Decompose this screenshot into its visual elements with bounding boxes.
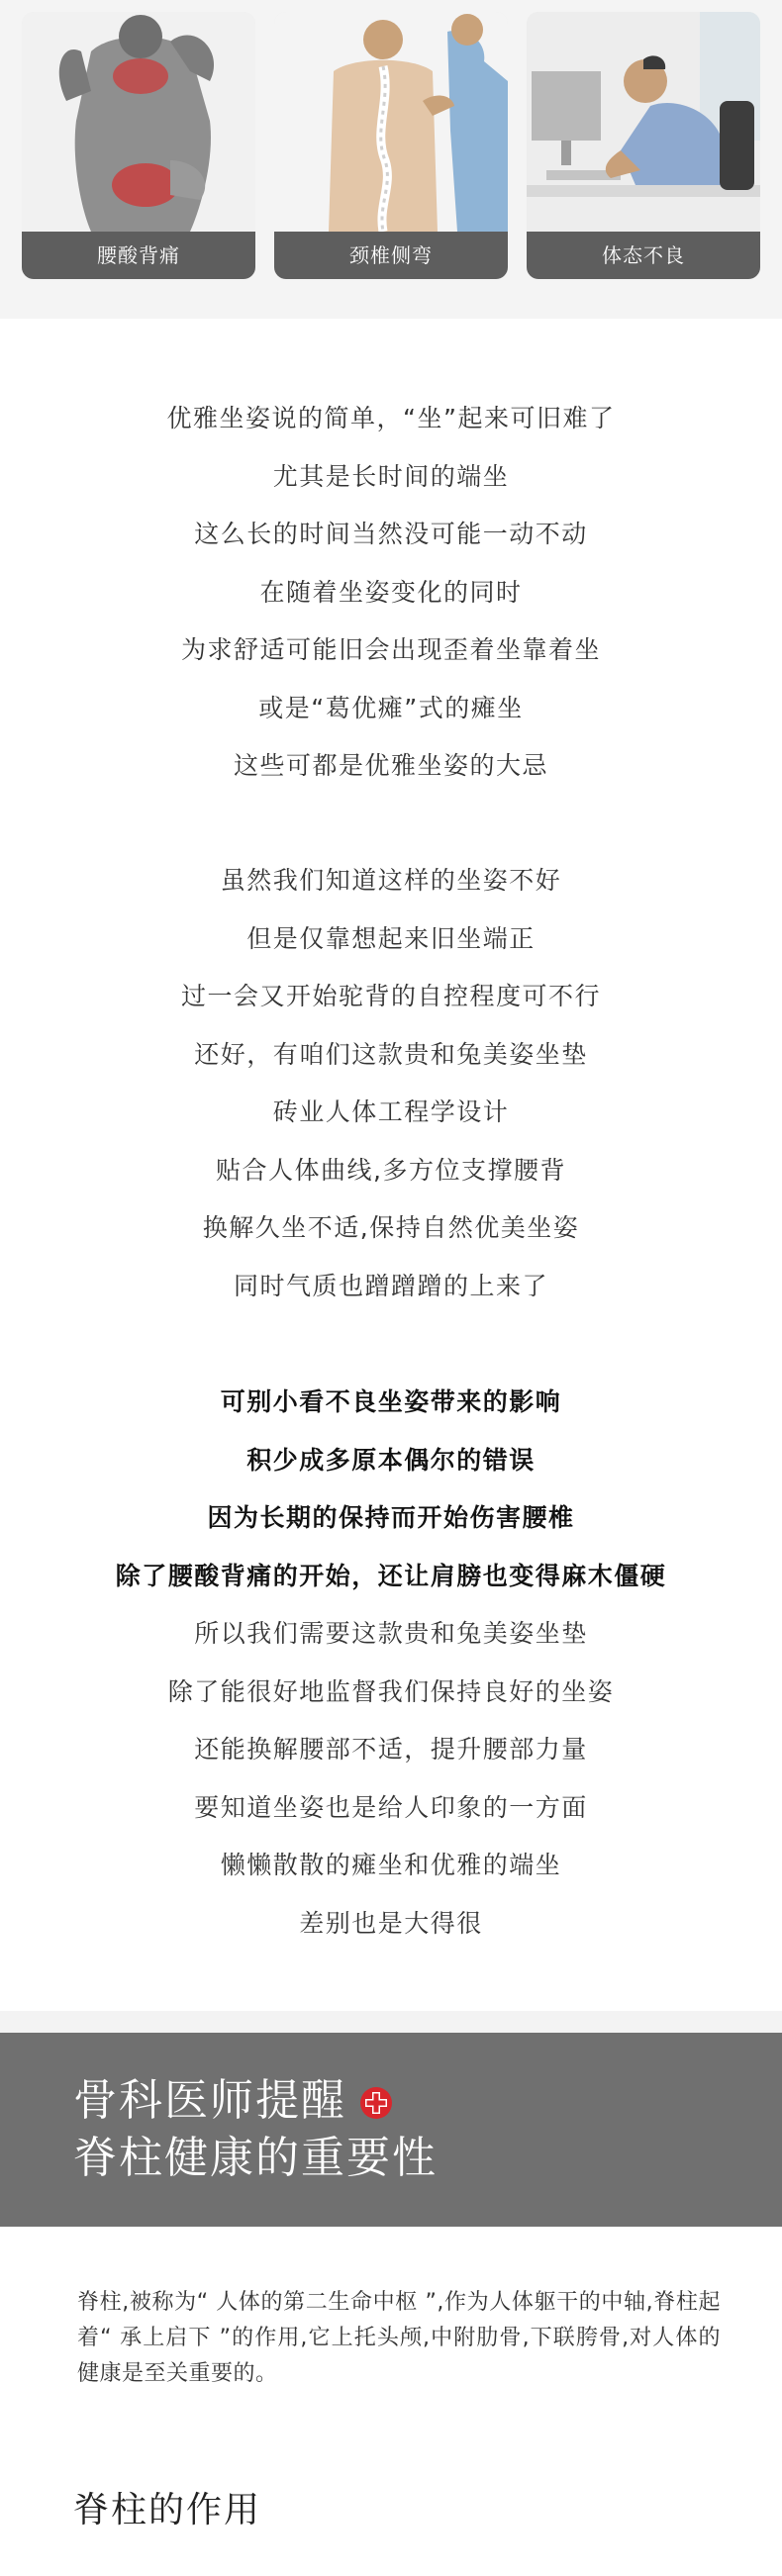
section-heading: 脊柱的作用 bbox=[73, 2490, 262, 2530]
text-line: 但是仅靠想起来旧坐端正 bbox=[246, 923, 536, 953]
text-line: 优雅坐姿说的简单，“坐”起来可旧难了 bbox=[166, 404, 616, 432]
paragraph-sitting-posture bbox=[0, 390, 782, 796]
section-divider bbox=[0, 2011, 782, 2033]
poor-posture-photo bbox=[527, 12, 760, 232]
paragraph-bad-posture-effects bbox=[0, 1374, 782, 1953]
doctor-reminder-banner bbox=[0, 2033, 782, 2227]
text-line: 同时气质也蹭蹭蹭的上来了 bbox=[233, 1271, 548, 1300]
bold-text-line: 可别小看不良坐姿带来的影响 bbox=[220, 1387, 562, 1416]
text-line: 换解久坐不适,保持自然优美坐姿 bbox=[202, 1213, 580, 1242]
text-line: 懒懒散散的瘫坐和优雅的端坐 bbox=[220, 1851, 562, 1879]
text-line: 在随着坐姿变化的同时 bbox=[259, 577, 523, 607]
medical-cross-icon bbox=[359, 2086, 393, 2120]
card-posture bbox=[527, 12, 760, 279]
card-scoliosis bbox=[274, 12, 508, 279]
text-line: 除了能很好地监督我们保持良好的坐姿 bbox=[167, 1676, 615, 1706]
text-line: 所以我们需要这款贵和兔美姿坐垫 bbox=[194, 1619, 588, 1648]
text-line: 为求舒适可能旧会出现歪着坐靠着坐 bbox=[180, 635, 601, 664]
text-line: 虽然我们知道这样的坐姿不好 bbox=[220, 866, 562, 895]
spine-exam-photo bbox=[274, 12, 508, 232]
paragraph-cushion-intro bbox=[0, 852, 782, 1315]
text-line: 过一会又开始驼背的自控程度可不行 bbox=[180, 982, 601, 1010]
card-back-pain bbox=[22, 12, 255, 279]
card-label: 腰酸背痛 bbox=[22, 232, 255, 279]
bold-text-line: 因为长期的保持而开始伤害腰椎 bbox=[207, 1503, 575, 1532]
text-line: 还好，有咱们这款贵和兔美姿坐垫 bbox=[194, 1039, 588, 1069]
text-line: 贴合人体曲线,多方位支撑腰背 bbox=[216, 1155, 566, 1185]
text-line: 差别也是大得很 bbox=[299, 1908, 483, 1938]
banner-title: 骨科医师提醒 bbox=[73, 2075, 346, 2126]
text-line: 尤其是长时间的端坐 bbox=[272, 461, 510, 491]
symptom-photo-strip bbox=[0, 0, 782, 319]
text-line: 或是“葛优瘫”式的瘫坐 bbox=[258, 693, 524, 722]
card-label: 体态不良 bbox=[527, 232, 760, 279]
text-line: 要知道坐姿也是给人印象的一方面 bbox=[194, 1792, 588, 1822]
text-line: 还能换解腰部不适，提升腰部力量 bbox=[194, 1735, 588, 1764]
text-line: 砖业人体工程学设计 bbox=[272, 1097, 510, 1126]
banner-subtitle: 脊柱健康的重要性 bbox=[73, 2133, 438, 2183]
card-label: 颈椎侧弯 bbox=[274, 232, 508, 279]
spine-intro-text: 脊柱,被称为“ 人体的第二生命中枢 ”,作为人体躯干的中轴,脊柱起着“ 承上启下 ”的作用,它上托头颅,中附肋骨,下联胯骨,对人体的健康是至关重要的。 bbox=[77, 2290, 721, 2386]
text-line: 这么长的时间当然没可能一动不动 bbox=[194, 520, 588, 548]
back-pain-photo bbox=[22, 12, 255, 232]
text-line: 这些可都是优雅坐姿的大忌 bbox=[233, 751, 548, 780]
bold-text-line: 积少成多原本偶尔的错误 bbox=[246, 1445, 536, 1475]
bold-text-line: 除了腰酸背痛的开始，还让肩膀也变得麻木僵硬 bbox=[115, 1561, 667, 1590]
